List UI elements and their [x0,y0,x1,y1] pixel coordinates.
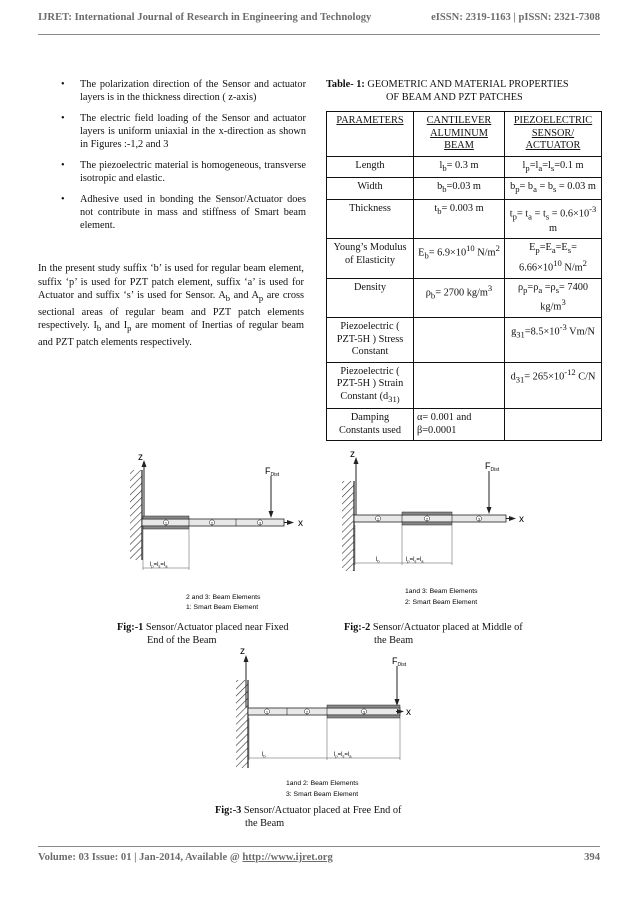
svg-text:3: 3 [258,520,262,526]
table-row: Piezoelectric ( PZT-5H ) Strain Constant ($d_{31)}$ $d_{31}= 265\times 10^{-12}$ C/N [327,362,602,409]
table-caption: Table- 1: GEOMETRIC AND MATERIAL PROPERTIES OF BEAM AND PZT PATCHES [326,79,569,103]
column-header: PARAMETERS [327,112,414,157]
journal-title: IJRET: International Journal of Research in Engineering and Technology [38,12,372,23]
svg-text:1: 1 [376,516,380,522]
column-header: PIEZOELECTRIC SENSOR/ ACTUATOR [505,112,602,157]
figure-2-beam-diagram [330,445,530,613]
svg-text:2: 2 [210,520,214,526]
figure-1-beam-diagram [118,450,308,618]
footer-rule [38,846,600,847]
page-number: 394 [584,852,600,863]
figure-legend: 2: Smart Beam Element [405,599,478,606]
dimension-label: $l_p=l_s=l_a$ [334,752,352,759]
x-axis-label: x [406,707,411,718]
figure-legend: 1and 3: Beam Elements [405,588,478,595]
force-label: $F_{Dist}$ [265,466,280,478]
journal-issn: eISSN: 2319-1163 | pISSN: 2321-7308 [431,12,600,23]
force-label: $F_{Dist}$ [392,656,407,668]
wall-hatch [342,481,354,571]
svg-text:2: 2 [305,709,309,715]
z-axis-label: z [350,449,355,460]
pzt-patch-top [327,705,400,708]
table-row: Length $l_b= 0.3$ m $l_p=l_a=l_s=0.1$ m [327,156,602,178]
list-item: • Adhesive used in bonding the Sensor/Actuator does not contribute in mass and stiffness of Smart beam element. [38,193,306,232]
table-row: Width $b_b=0.03$ m $b_p= b_a = b_s = 0.03$ m [327,178,602,200]
journal-link[interactable]: http://www.ijret.org [242,852,333,863]
list-item: • The electric field loading of the Sensor and actuator layers is uniform uniaxial in the x-direction as shown in Figures :-1,2 and 3 [38,112,306,151]
svg-text:1: 1 [164,520,168,526]
figure-legend: 1and 2: Beam Elements [286,780,359,787]
dimension-label: $l_b$ [262,752,266,759]
svg-text:2: 2 [425,516,429,522]
force-label: $F_{Dist}$ [485,461,500,473]
z-axis-label: z [240,646,245,657]
properties-table [326,111,602,441]
figure-legend: 2 and 3: Beam Elements [186,594,261,601]
table-row: Thickness $t_b= 0.003$ m $t_p= t_a = t_s = 0.6\times 10^{-3}$ m [327,199,602,238]
dimension-label: $l_p=l_s=l_a$ [406,557,424,564]
pzt-patch-bottom [327,715,400,718]
list-item: • The piezoelectric material is homogeneous, transverse isotropic and elastic. [38,159,306,185]
table-header-row [327,112,602,157]
table-row: Piezoelectric ( PZT-5H ) Stress Constant $g_{31}=8.5\times 10^{-3}$ Vm/N [327,318,602,363]
pzt-patch-top [402,512,452,515]
footer-volume: Volume: 03 Issue: 01 | Jan-2014, Available @ http://www.ijret.org [38,852,333,863]
svg-text:3: 3 [477,516,481,522]
figure-3-caption: Fig:-3 Sensor/Actuator placed at Free End of the Beam [215,805,402,829]
figure-2-caption: Fig:-2 Sensor/Actuator placed at Middle of the Beam [344,622,523,646]
wall-hatch [130,470,142,560]
figure-3-beam-diagram [224,644,424,802]
z-axis-label: z [138,452,143,463]
column-header: CANTILEVER ALUMINUM BEAM [414,112,505,157]
svg-text:1: 1 [265,709,269,715]
table-row: Density $\rho_b= 2700$ $kg/m^3$ $\rho_p=\rho_a =\rho_s= 7400$ $kg/m^3$ [327,278,602,317]
beam [248,708,400,715]
running-header [38,12,600,23]
pzt-patch-bottom [143,526,189,529]
x-axis-label: x [519,514,524,525]
dimension-label: $l_b$ [376,557,380,564]
assumption-list [38,78,306,240]
table-row: Damping Constants used α= 0.001 and β=0.0001 [327,409,602,441]
figure-legend: 3: Smart Beam Element [286,791,359,798]
x-axis-label: x [298,518,303,529]
svg-text:3: 3 [362,709,366,715]
table-label: Table- 1: [326,79,365,90]
header-rule [38,34,600,35]
body-paragraph: In the present study suffix ‘b’ is used for regular beam element, suffix ‘p’ is used for PZT patch element, suffix ‘a’ is used for Actuator and suffix ‘s’ is used for Sensor. $A_b$ and $A_p$ are cross sectional areas of regular beam and PZT patch elements respectively. $I_b$ and $I_p$ are moment of Inertias of regular beam and PZT patch elements respectively. [38,263,305,348]
pzt-patch-top [143,516,189,519]
dimension-label: $l_p=l_s=l_a$ [150,562,168,569]
table-row: Young’s Modulus of Elasticity $E_b= 6.9\times 10^{10}$ $N/m^2$ $E_p=E_a=E_s= 6.66\times 10^{10}$ $N/m^2$ [327,239,602,278]
running-footer [38,852,600,863]
figure-1-caption: Fig:-1 Sensor/Actuator placed near Fixed End of the Beam [117,622,289,646]
list-item: • The polarization direction of the Sensor and actuator layers is in the thickness direction ( z-axis) [38,78,306,104]
pzt-patch-bottom [402,522,452,525]
figure-legend: 1: Smart Beam Element [186,604,259,611]
